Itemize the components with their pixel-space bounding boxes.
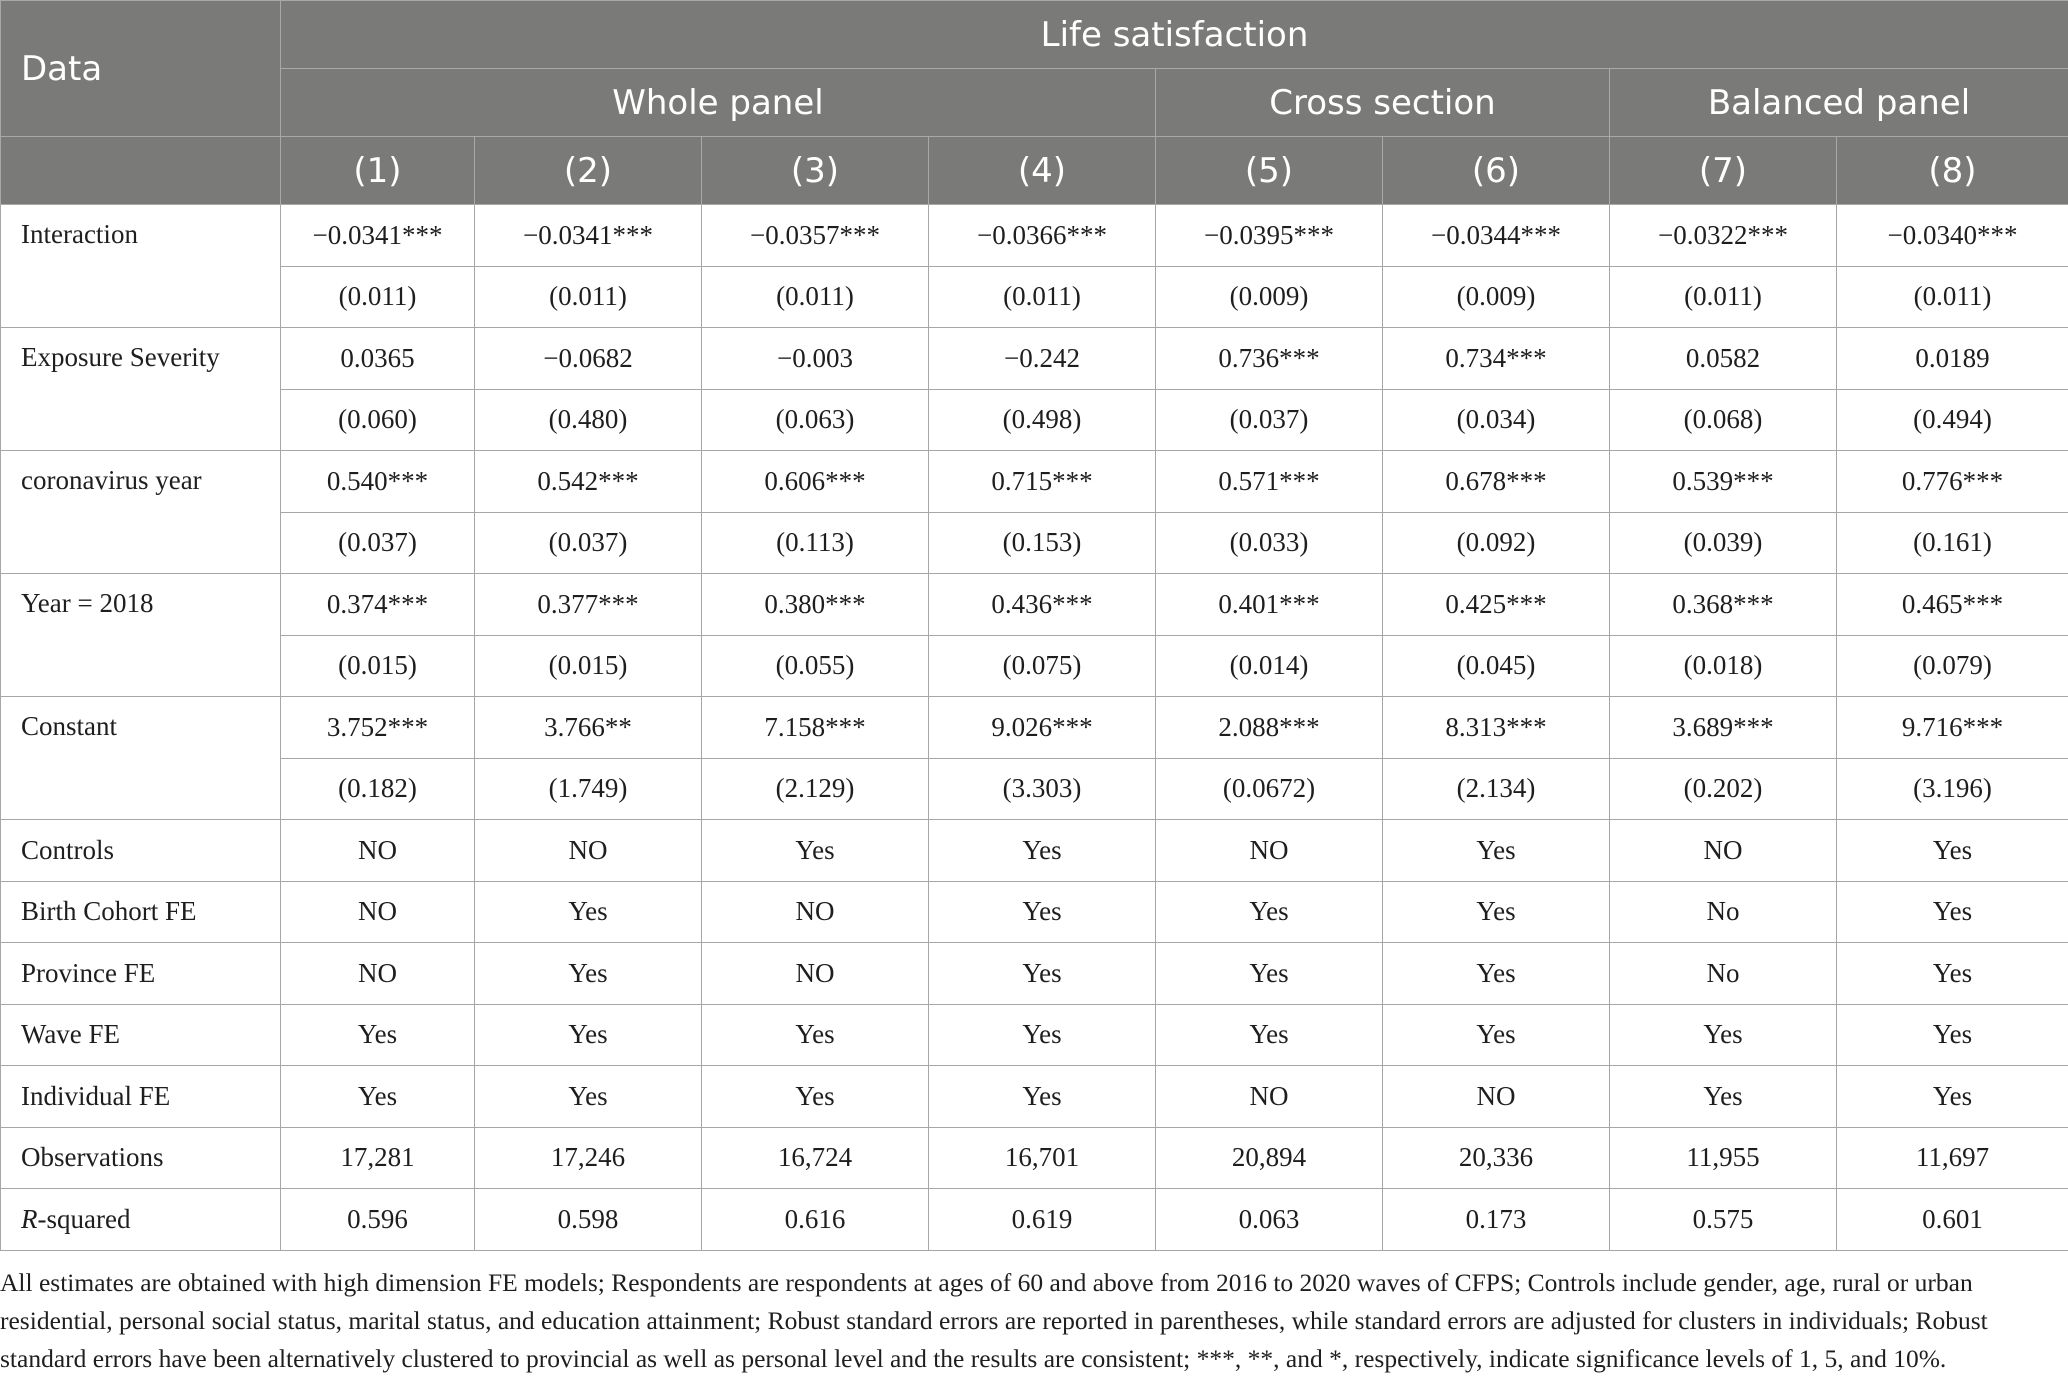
row-label: Controls [1,820,281,882]
spec-cell: Yes [1610,1066,1837,1128]
estimate-cell: 0.377*** [475,574,702,636]
spec-cell: Yes [929,1004,1156,1066]
estimate-cell: 0.465*** [1837,574,2068,636]
spec-cell: NO [1156,820,1383,882]
column-number: (2) [475,137,702,205]
row-label: Province FE [1,943,281,1005]
estimate-cell: −0.242 [929,328,1156,390]
spec-cell: NO [281,943,475,1005]
std-error-cell: (0.014) [1156,635,1383,697]
row-label [1,1189,281,1251]
spec-cell: NO [1610,820,1837,882]
std-error-cell: (1.749) [475,758,702,820]
spec-cell: NO [1156,1066,1383,1128]
std-error-cell: (0.480) [475,389,702,451]
std-error-cell: (0.092) [1383,512,1610,574]
estimate-cell: 0.0582 [1610,328,1837,390]
estimate-cell: −0.0340*** [1837,205,2068,267]
std-error-cell: (0.011) [1610,266,1837,328]
spec-cell: Yes [1837,1004,2068,1066]
estimate-cell: −0.0344*** [1383,205,1610,267]
spec-row [1,1004,2068,1066]
spec-cell: Yes [1837,820,2068,882]
spec-cell: NO [1383,1066,1610,1128]
spec-cell: NO [281,881,475,943]
header-row-groups [1,69,2068,137]
estimate-cell: 3.752*** [281,697,475,759]
std-error-cell: (0.0672) [1156,758,1383,820]
rsquared-cell: 0.575 [1610,1189,1837,1251]
std-error-cell: (0.015) [281,635,475,697]
std-error-cell: (0.079) [1837,635,2068,697]
estimate-cell: 0.715*** [929,451,1156,513]
std-error-cell: (0.037) [281,512,475,574]
estimate-cell: 0.436*** [929,574,1156,636]
std-error-cell: (0.075) [929,635,1156,697]
spec-row [1,820,2068,882]
spec-cell: Yes [929,881,1156,943]
spec-cell: NO [475,820,702,882]
spec-cell: Yes [702,1066,929,1128]
std-error-cell: (0.037) [475,512,702,574]
std-error-cell: (0.011) [475,266,702,328]
spec-cell: Yes [475,1066,702,1128]
estimate-cell: 0.571*** [1156,451,1383,513]
column-number: (1) [281,137,475,205]
group-header-balanced-panel: Balanced panel [1610,69,2068,137]
header-row-columns [1,137,2068,205]
std-error-cell: (0.068) [1610,389,1837,451]
row-label: coronavirus year [1,451,281,574]
estimate-cell: −0.003 [702,328,929,390]
std-error-cell: (0.182) [281,758,475,820]
table-header [1,1,2068,205]
coefficient-row [1,697,2068,759]
std-error-cell: (0.037) [1156,389,1383,451]
estimate-cell: 0.734*** [1383,328,1610,390]
spec-cell: Yes [1837,1066,2068,1128]
spec-cell: Yes [929,943,1156,1005]
rsquared-cell: 0.598 [475,1189,702,1251]
estimate-cell: 9.026*** [929,697,1156,759]
spec-cell: 20,336 [1383,1127,1610,1189]
rsquared-italic-r: R [21,1203,38,1234]
column-number: (8) [1837,137,2068,205]
group-header-whole-panel: Whole panel [281,69,1156,137]
column-number: (6) [1383,137,1610,205]
estimate-cell: 0.380*** [702,574,929,636]
spec-cell: Yes [1156,943,1383,1005]
std-error-cell: (0.063) [702,389,929,451]
spec-cell: 16,724 [702,1127,929,1189]
std-error-cell: (0.494) [1837,389,2068,451]
std-error-row [1,389,2068,451]
std-error-cell: (0.202) [1610,758,1837,820]
spec-cell: Yes [475,881,702,943]
rsquared-cell: 0.596 [281,1189,475,1251]
estimate-cell: 0.606*** [702,451,929,513]
row-label: Birth Cohort FE [1,881,281,943]
spec-row [1,1127,2068,1189]
estimate-cell: 8.313*** [1383,697,1610,759]
estimate-cell: 0.678*** [1383,451,1610,513]
spec-cell: NO [281,820,475,882]
spec-cell: Yes [281,1066,475,1128]
std-error-cell: (2.134) [1383,758,1610,820]
rsquared-cell: 0.063 [1156,1189,1383,1251]
estimate-cell: −0.0357*** [702,205,929,267]
estimate-cell: 3.766** [475,697,702,759]
std-error-row [1,635,2068,697]
spec-cell: Yes [1610,1004,1837,1066]
std-error-cell: (0.011) [702,266,929,328]
column-number: (5) [1156,137,1383,205]
rsquared-row [1,1189,2068,1251]
spec-cell: 17,246 [475,1127,702,1189]
std-error-cell: (2.129) [702,758,929,820]
std-error-row [1,758,2068,820]
std-error-cell: (0.153) [929,512,1156,574]
row-label: Year = 2018 [1,574,281,697]
row-label-header: Data [1,1,281,137]
column-number: (4) [929,137,1156,205]
estimate-cell: −0.0322*** [1610,205,1837,267]
row-label: Constant [1,697,281,820]
spec-cell: Yes [929,1066,1156,1128]
std-error-cell: (0.009) [1156,266,1383,328]
coefficient-row [1,328,2068,390]
estimate-cell: 0.736*** [1156,328,1383,390]
estimate-cell: 0.401*** [1156,574,1383,636]
rsquared-cell: 0.616 [702,1189,929,1251]
spec-cell: NO [702,881,929,943]
spec-cell: 16,701 [929,1127,1156,1189]
std-error-cell: (0.033) [1156,512,1383,574]
std-error-cell: (0.039) [1610,512,1837,574]
spec-cell: Yes [281,1004,475,1066]
estimate-cell: 0.374*** [281,574,475,636]
spec-cell: Yes [1837,881,2068,943]
std-error-cell: (0.113) [702,512,929,574]
spec-cell: Yes [1383,1004,1610,1066]
spec-row [1,881,2068,943]
table-body [1,205,2068,1251]
spec-cell: Yes [475,1004,702,1066]
estimate-cell: 7.158*** [702,697,929,759]
row-label: Observations [1,1127,281,1189]
row-label: Individual FE [1,1066,281,1128]
spec-cell: Yes [929,820,1156,882]
std-error-cell: (0.011) [929,266,1156,328]
row-label: Exposure Severity [1,328,281,451]
coefficient-row [1,205,2068,267]
estimate-cell: 3.689*** [1610,697,1837,759]
spec-cell: Yes [1837,943,2068,1005]
std-error-cell: (0.011) [1837,266,2068,328]
spec-row [1,943,2068,1005]
std-error-cell: (0.018) [1610,635,1837,697]
table-footnote: All estimates are obtained with high dimension FE models; Respondents are respondents at ages of 60 and above from 2016 to 2020 waves of CFPS; Controls include gender, age, rural or urban residential, personal social status, marital status, and education attainment; Robust standard errors are reported in parentheses, while standard errors are adjusted for clusters in individuals; Robust standard errors have been alternatively clustered to provincial as well as personal level and the results are consistent; ***, **, and *, respectively, indicate significance levels of 1, 5, and 10%. [0,1268,1988,1373]
estimate-cell: 2.088*** [1156,697,1383,759]
coefficient-row [1,451,2068,513]
spec-cell: 20,894 [1156,1127,1383,1189]
spec-cell: Yes [1383,820,1610,882]
rsquared-cell: 0.601 [1837,1189,2068,1251]
spec-cell: Yes [1156,1004,1383,1066]
std-error-cell: (3.303) [929,758,1156,820]
estimate-cell: −0.0395*** [1156,205,1383,267]
estimate-cell: 0.425*** [1383,574,1610,636]
std-error-cell: (3.196) [1837,758,2068,820]
rsquared-cell: 0.173 [1383,1189,1610,1251]
group-header-cross-section: Cross section [1156,69,1610,137]
spec-cell: No [1610,943,1837,1005]
std-error-cell: (0.498) [929,389,1156,451]
estimate-cell: −0.0341*** [281,205,475,267]
spec-cell: 11,697 [1837,1127,2068,1189]
std-error-cell: (0.011) [281,266,475,328]
spec-cell: NO [702,943,929,1005]
std-error-row [1,512,2068,574]
estimate-cell: −0.0341*** [475,205,702,267]
std-error-cell: (0.034) [1383,389,1610,451]
std-error-cell: (0.009) [1383,266,1610,328]
column-number: (3) [702,137,929,205]
std-error-cell: (0.045) [1383,635,1610,697]
header-empty-cell [1,137,281,205]
spec-cell: Yes [1383,943,1610,1005]
estimate-cell: −0.0366*** [929,205,1156,267]
estimate-cell: 9.716*** [1837,697,2068,759]
column-number: (7) [1610,137,1837,205]
spec-cell: Yes [702,1004,929,1066]
estimate-cell: −0.0682 [475,328,702,390]
std-error-cell: (0.060) [281,389,475,451]
spec-cell: Yes [1383,881,1610,943]
header-row-title [1,1,2068,69]
coefficient-row [1,574,2068,636]
std-error-cell: (0.161) [1837,512,2068,574]
estimate-cell: 0.776*** [1837,451,2068,513]
estimate-cell: 0.368*** [1610,574,1837,636]
spec-cell: Yes [475,943,702,1005]
std-error-cell: (0.055) [702,635,929,697]
spec-cell: Yes [1156,881,1383,943]
estimate-cell: 0.0189 [1837,328,2068,390]
outcome-title: Life satisfaction [281,1,2068,69]
spec-cell: 17,281 [281,1127,475,1189]
estimate-cell: 0.542*** [475,451,702,513]
row-label: Interaction [1,205,281,328]
std-error-cell: (0.015) [475,635,702,697]
estimate-cell: 0.540*** [281,451,475,513]
estimate-cell: 0.539*** [1610,451,1837,513]
rsquared-cell: 0.619 [929,1189,1156,1251]
spec-cell: Yes [702,820,929,882]
spec-cell: 11,955 [1610,1127,1837,1189]
std-error-row [1,266,2068,328]
spec-row [1,1066,2068,1128]
rsquared-label-rest: -squared [37,1203,131,1234]
row-label: Wave FE [1,1004,281,1066]
spec-cell: No [1610,881,1837,943]
estimate-cell: 0.0365 [281,328,475,390]
